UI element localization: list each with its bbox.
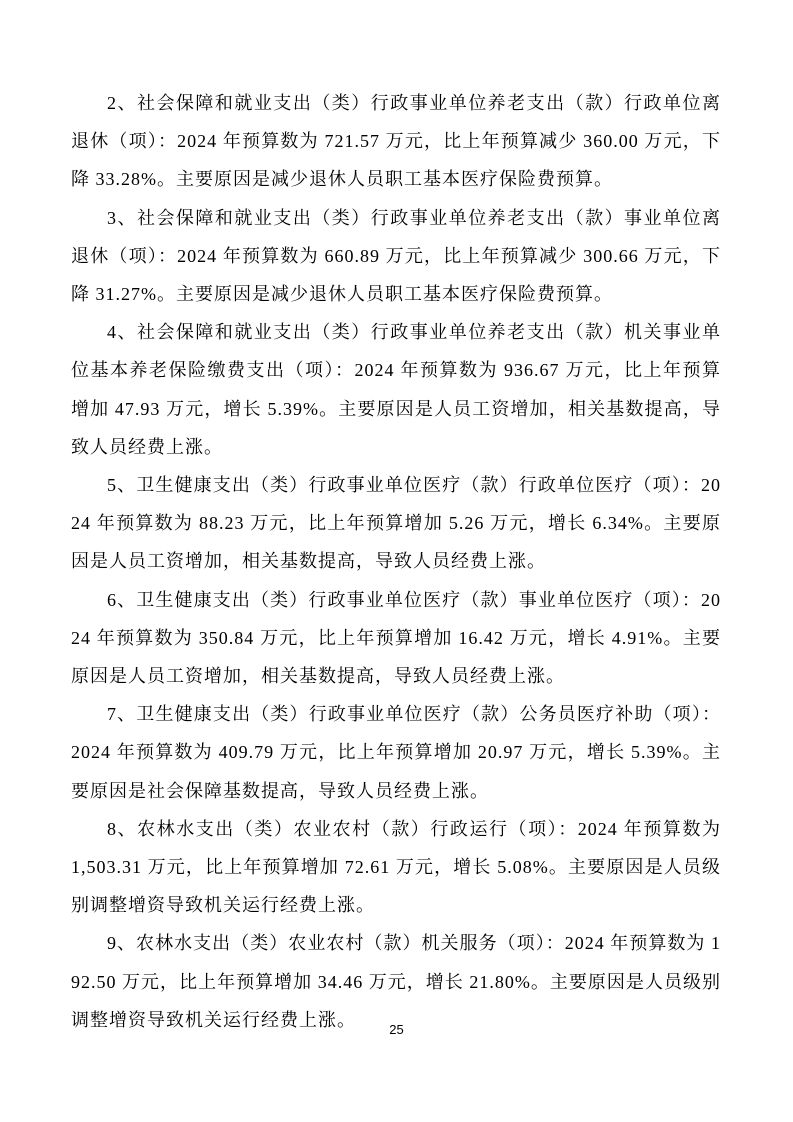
page-footer bbox=[0, 1021, 793, 1039]
budget-item-paragraph-4: 4、社会保障和就业支出（类）行政事业单位养老支出（款）机关事业单位基本养老保险缴费支出（项）：2024 年预算数为 936.67 万元，比上年预算增加 47.93 万元，增长 5.39%。主要原因是人员工资增加，相关基数提高，导致人员经费上涨。 bbox=[71, 322, 721, 457]
document-body bbox=[71, 84, 721, 1039]
budget-item-paragraph-7: 7、卫生健康支出（类）行政事业单位医疗（款）公务员医疗补助（项）：2024 年预算数为 409.79 万元，比上年预算增加 20.97 万元，增长 5.39%。主要原因是社会保障基数提高，导致人员经费上涨。 bbox=[71, 704, 721, 801]
budget-item-paragraph-5: 5、卫生健康支出（类）行政事业单位医疗（款）行政单位医疗（项）：2024 年预算数为 88.23 万元，比上年预算增加 5.26 万元，增长 6.34%。主要原因是人员工资增加，相关基数提高，导致人员经费上涨。 bbox=[71, 475, 721, 572]
budget-item-paragraph-3: 3、社会保障和就业支出（类）行政事业单位养老支出（款）事业单位离退休（项）：2024 年预算数为 660.89 万元，比上年预算减少 300.66 万元，下降 31.27%。主要原因是减少退休人员职工基本医疗保险费预算。 bbox=[71, 207, 721, 305]
budget-item-paragraph-8: 8、农林水支出（类）农业农村（款）行政运行（项）：2024 年预算数为 1,503.31 万元，比上年预算增加 72.61 万元，增长 5.08%。主要原因是人员级别调整增资导致机关运行经费上涨。 bbox=[71, 818, 721, 916]
budget-item-paragraph-2: 2、社会保障和就业支出（类）行政事业单位养老支出（款）行政单位离退休（项）：2024 年预算数为 721.57 万元，比上年预算减少 360.00 万元，下降 33.28%。主要原因是减少退休人员职工基本医疗保险费预算。 bbox=[71, 93, 721, 190]
page-number: 25 bbox=[389, 1022, 404, 1037]
budget-item-paragraph-9: 9、农林水支出（类）农业农村（款）机关服务（项）：2024 年预算数为 192.50 万元，比上年预算增加 34.46 万元，增长 21.80%。主要原因是人员级别调整增资导致机关运行经费上涨。 bbox=[71, 933, 721, 1030]
budget-item-paragraph-6: 6、卫生健康支出（类）行政事业单位医疗（款）事业单位医疗（项）：2024 年预算数为 350.84 万元，比上年预算增加 16.42 万元，增长 4.91%。主要原因是人员工资增加，相关基数提高，导致人员经费上涨。 bbox=[71, 589, 721, 687]
